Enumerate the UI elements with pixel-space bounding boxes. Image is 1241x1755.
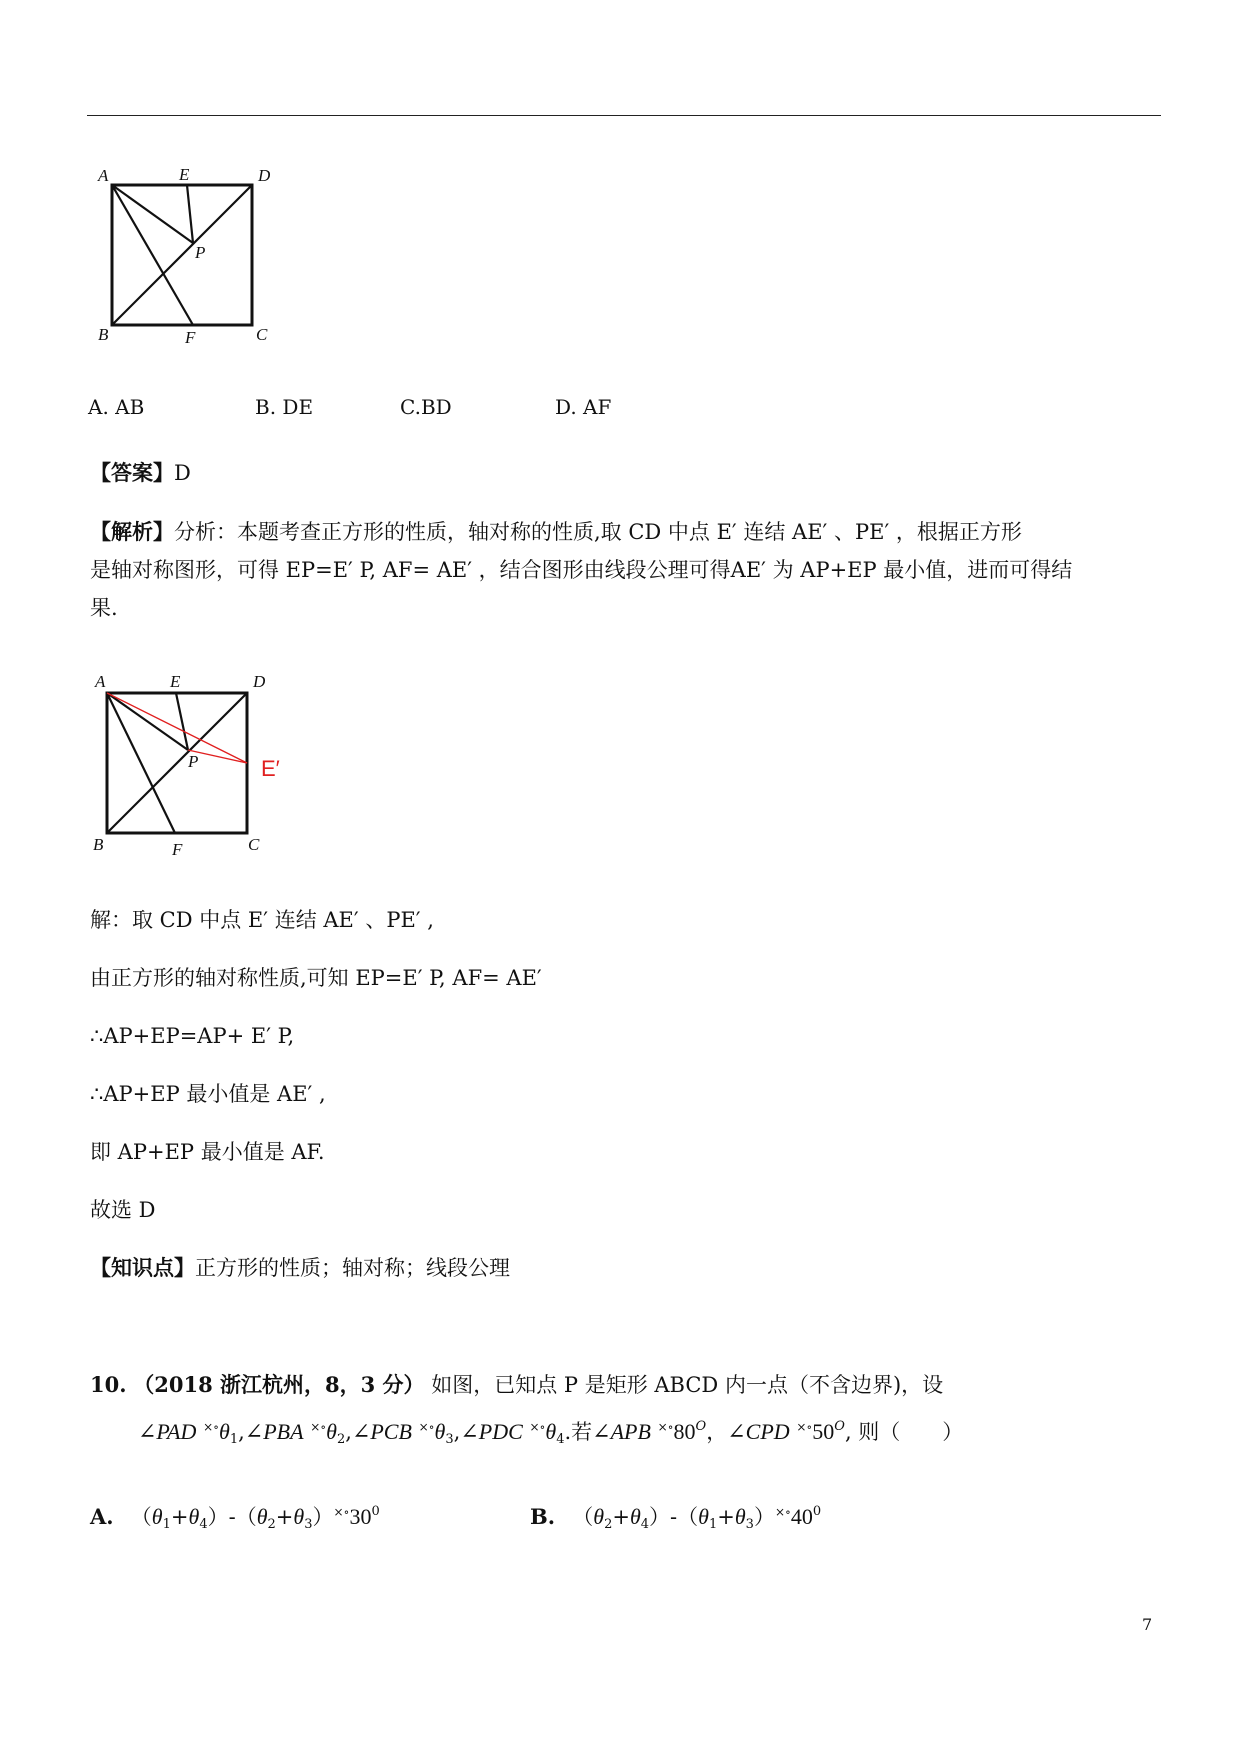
analysis-line-1 bbox=[90, 517, 1022, 547]
angle-apb: ∠APB bbox=[592, 1419, 651, 1444]
equals-glyph-4: ×∘ bbox=[529, 1420, 546, 1434]
answer-line bbox=[90, 458, 191, 488]
q10-number: 10. bbox=[90, 1372, 127, 1397]
sub-3: 3 bbox=[445, 1432, 454, 1447]
q10-stem: 如图，已知点 P 是矩形 ABCD 内一点（不含边界)，设 bbox=[431, 1373, 944, 1397]
condition-prefix: .若 bbox=[564, 1420, 593, 1444]
theta-4: θ bbox=[545, 1419, 557, 1444]
solution-line-4: ∴AP+EP 最小值是 AE′ , bbox=[90, 1082, 326, 1106]
solution-line-6: 故选 D bbox=[90, 1198, 156, 1222]
analysis-line-2: 是轴对称图形，可得 EP=E′ P, AF= AE′ ，结合图形由线段公理可得AE′ 为 AP+EP 最小值，进而可得结 bbox=[90, 558, 1073, 582]
label-p: P bbox=[195, 243, 206, 262]
opt-a-theta-1: θ bbox=[151, 1504, 163, 1529]
value-80: 80 bbox=[673, 1419, 696, 1444]
theta-3: θ bbox=[434, 1419, 446, 1444]
label-e-2: E bbox=[170, 672, 181, 691]
label-c-2: C bbox=[248, 835, 260, 854]
q10-option-b: B. $(\theta_2+\theta_4)-(\theta_1+\theta_3)^{\times\circ}40^0$ bbox=[530, 1504, 822, 1532]
opt-b-degree: 0 bbox=[812, 1504, 822, 1519]
q10-option-a: A. $(\theta_1+\theta_4)-(\theta_2+\theta_3)^{\times\circ}30^0$ bbox=[90, 1504, 380, 1532]
option-a: A. AB bbox=[88, 395, 145, 419]
label-e: E bbox=[179, 165, 190, 184]
sub-2: 2 bbox=[336, 1432, 346, 1447]
segment-af-2 bbox=[107, 693, 175, 833]
opt-a-degree: 0 bbox=[371, 1504, 380, 1519]
equals-glyph-3: ×∘ bbox=[418, 1420, 435, 1434]
sub-4: 4 bbox=[556, 1432, 565, 1447]
label-d-2: D bbox=[253, 672, 266, 691]
diagonal-bd-2 bbox=[107, 693, 247, 833]
angle-cpd: ∠CPD bbox=[727, 1419, 790, 1444]
knowledge-text: 正方形的性质；轴对称；线段公理 bbox=[195, 1256, 510, 1280]
opt-a-value: 30 bbox=[349, 1504, 372, 1529]
opt-a-theta-2: θ bbox=[256, 1504, 268, 1529]
solution-line-3: ∴AP+EP=AP+ E′ P, bbox=[90, 1024, 295, 1048]
degree-2: O bbox=[834, 1419, 845, 1434]
q10-source: （2018 浙江杭州，8，3 分） bbox=[133, 1372, 425, 1397]
answer-value: D bbox=[174, 461, 191, 485]
analysis-tag: 【解析】 bbox=[90, 519, 174, 544]
option-b: B. DE bbox=[255, 395, 314, 419]
label-d: D bbox=[258, 166, 271, 185]
segment-ep-2 bbox=[176, 693, 188, 750]
opt-b-sub-2: 2 bbox=[604, 1517, 613, 1532]
theta-1: θ bbox=[219, 1419, 230, 1444]
label-a: A bbox=[98, 166, 109, 185]
header-rule bbox=[87, 115, 1161, 116]
opt-b-theta-2: θ bbox=[593, 1504, 605, 1529]
opt-b-equals-glyph: ×∘ bbox=[774, 1505, 791, 1519]
solution-line-1: 解：取 CD 中点 E′ 连结 AE′ 、PE′ , bbox=[90, 908, 434, 932]
equals-glyph-1: ×∘ bbox=[203, 1420, 219, 1434]
label-c: C bbox=[256, 325, 268, 344]
solution-line-5: 即 AP+EP 最小值是 AF. bbox=[90, 1140, 325, 1164]
label-f: F bbox=[185, 328, 196, 347]
option-b-label: B. bbox=[530, 1504, 556, 1529]
q10-line-2: ∠PAD $^{\times\circ}\theta_1,\angle PBA$ $^{\times\circ}\theta_2,\angle PCB$ $^{\times\circ}\theta_3,\angle PDC$ $^{\times\circ}\theta_4$.若∠APB $^{\times\circ}80^O$，∠CPD $^{\times\circ}50^O$, 则（ ） bbox=[138, 1419, 964, 1447]
option-d: D. AF bbox=[555, 395, 612, 419]
segment-ap bbox=[112, 185, 193, 243]
angle-pad: ∠PAD bbox=[138, 1419, 197, 1444]
opt-b-sub-4: 4 bbox=[640, 1517, 650, 1532]
q10-line-1 bbox=[90, 1370, 943, 1400]
knowledge-tag: 【知识点】 bbox=[90, 1255, 195, 1280]
degree-1: O bbox=[695, 1419, 707, 1434]
square-figure-2 bbox=[90, 665, 310, 865]
opt-a-equals-glyph: ×∘ bbox=[333, 1505, 350, 1519]
opt-a-sub-4: 4 bbox=[199, 1517, 208, 1532]
answer-tag: 【答案】 bbox=[90, 460, 174, 485]
angle-pcb: ∠PCB bbox=[351, 1419, 412, 1444]
opt-a-sub-2: 2 bbox=[267, 1517, 276, 1532]
theta-2: θ bbox=[326, 1419, 337, 1444]
label-f-2: F bbox=[172, 840, 183, 859]
opt-a-theta-4: θ bbox=[188, 1504, 200, 1529]
sub-1: 1 bbox=[229, 1432, 239, 1447]
opt-b-theta-4: θ bbox=[629, 1504, 641, 1529]
value-50: 50 bbox=[812, 1419, 835, 1444]
angle-pba: ∠PBA bbox=[244, 1419, 304, 1444]
label-b: B bbox=[98, 325, 109, 344]
equals-glyph-6: ×∘ bbox=[796, 1420, 813, 1434]
angle-pdc: ∠PDC bbox=[460, 1419, 523, 1444]
opt-b-theta-1: θ bbox=[698, 1504, 709, 1529]
opt-b-sub-3: 3 bbox=[745, 1517, 754, 1532]
option-a-label: A. bbox=[90, 1504, 114, 1529]
equals-glyph-5: ×∘ bbox=[657, 1420, 674, 1434]
question-tail: , 则（ ） bbox=[844, 1420, 964, 1444]
opt-b-sub-1: 1 bbox=[708, 1517, 718, 1532]
analysis-text-1: 分析：本题考查正方形的性质，轴对称的性质,取 CD 中点 E′ 连结 AE′ 、PE′ ，根据正方形 bbox=[174, 520, 1022, 544]
opt-b-theta-3: θ bbox=[734, 1504, 746, 1529]
label-e-prime: E′ bbox=[261, 756, 280, 781]
solution-line-2: 由正方形的轴对称性质,可知 EP=E′ P, AF= AE′ bbox=[90, 966, 542, 990]
opt-a-theta-3: θ bbox=[293, 1504, 305, 1529]
equals-glyph-2: ×∘ bbox=[310, 1420, 327, 1434]
label-b-2: B bbox=[93, 835, 104, 854]
knowledge-line bbox=[90, 1253, 510, 1283]
analysis-line-3: 果. bbox=[90, 596, 118, 620]
opt-a-sub-1: 1 bbox=[162, 1517, 171, 1532]
option-c: C.BD bbox=[400, 395, 452, 419]
opt-b-value: 40 bbox=[790, 1504, 813, 1529]
label-a-2: A bbox=[95, 672, 106, 691]
segment-ap-2 bbox=[107, 693, 188, 750]
page-number: 7 bbox=[1142, 1615, 1153, 1634]
square-figure-1 bbox=[95, 160, 295, 350]
segment-ae-prime bbox=[107, 693, 247, 763]
segment-ep bbox=[187, 185, 193, 243]
opt-a-sub-3: 3 bbox=[304, 1517, 313, 1532]
label-p-2: P bbox=[188, 752, 199, 771]
